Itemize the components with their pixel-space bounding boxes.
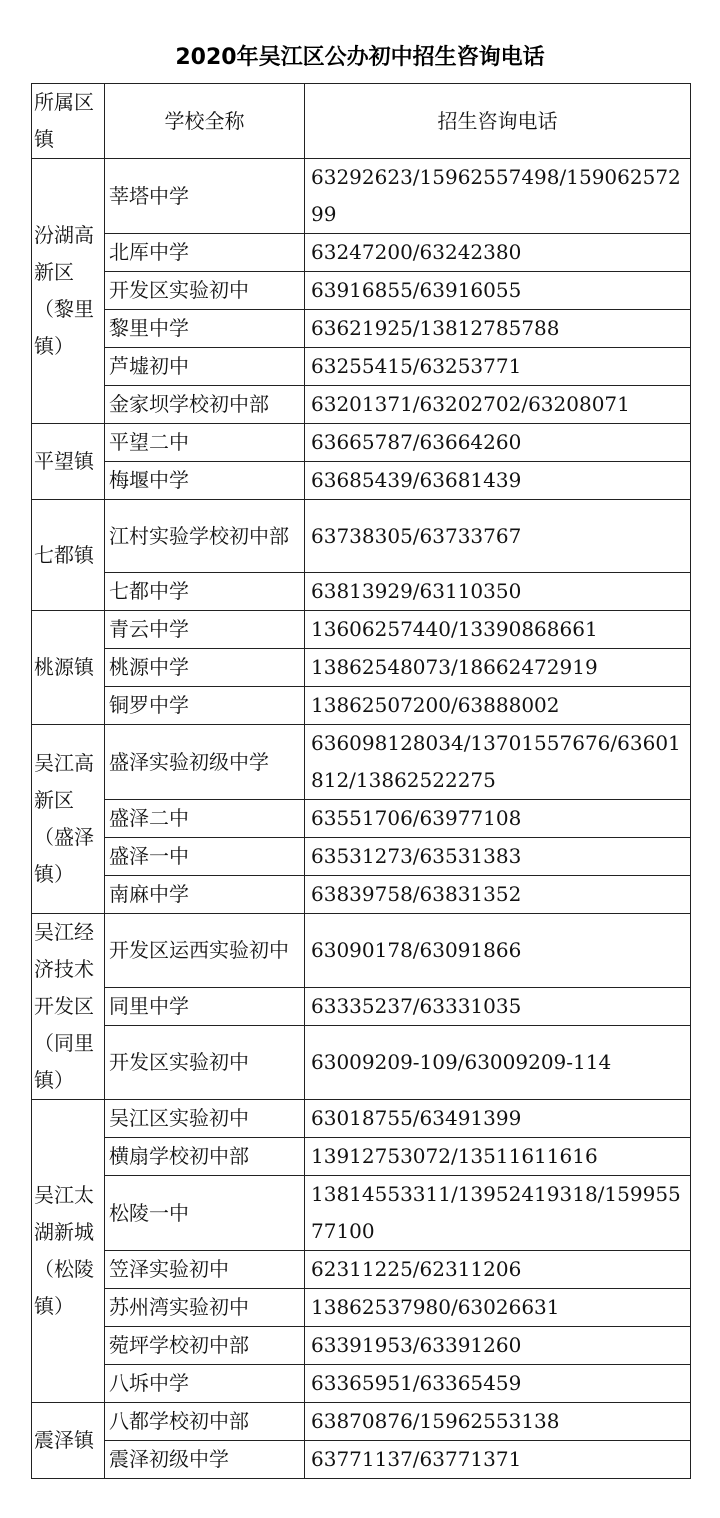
school-name-cell: 盛泽实验初级中学 xyxy=(105,725,305,800)
table-row xyxy=(32,914,691,988)
school-name-cell: 盛泽一中 xyxy=(105,838,305,876)
header-district: 所属区镇 xyxy=(32,84,105,159)
school-name-cell: 开发区实验初中 xyxy=(105,1026,305,1100)
phone-cell: 63292623/15962557498/15906257299 xyxy=(305,159,691,234)
table-row xyxy=(32,573,691,611)
phone-cell: 63870876/15962553138 xyxy=(305,1403,691,1441)
table-row xyxy=(32,386,691,424)
phone-cell: 13862537980/63026631 xyxy=(305,1289,691,1327)
phone-cell: 62311225/62311206 xyxy=(305,1251,691,1289)
district-cell: 桃源镇 xyxy=(32,611,105,725)
table-row xyxy=(32,1441,691,1479)
table-row xyxy=(32,725,691,800)
phone-cell: 63621925/13812785788 xyxy=(305,310,691,348)
phone-cell: 63255415/63253771 xyxy=(305,348,691,386)
school-name-cell: 莘塔中学 xyxy=(105,159,305,234)
district-cell: 震泽镇 xyxy=(32,1403,105,1479)
phone-cell: 63365951/63365459 xyxy=(305,1365,691,1403)
district-cell: 平望镇 xyxy=(32,424,105,500)
table-row xyxy=(32,611,691,649)
phone-cell: 63839758/63831352 xyxy=(305,876,691,914)
school-name-cell: 横扇学校初中部 xyxy=(105,1138,305,1176)
phone-cell: 13862548073/18662472919 xyxy=(305,649,691,687)
school-name-cell: 吴江区实验初中 xyxy=(105,1100,305,1138)
table-row xyxy=(32,838,691,876)
phone-cell: 63531273/63531383 xyxy=(305,838,691,876)
phone-cell: 63813929/63110350 xyxy=(305,573,691,611)
table-row xyxy=(32,1138,691,1176)
table-row xyxy=(32,1176,691,1251)
school-name-cell: 桃源中学 xyxy=(105,649,305,687)
phone-cell: 63090178/63091866 xyxy=(305,914,691,988)
school-name-cell: 金家坝学校初中部 xyxy=(105,386,305,424)
phone-cell: 63551706/63977108 xyxy=(305,800,691,838)
school-name-cell: 菀坪学校初中部 xyxy=(105,1327,305,1365)
district-cell: 汾湖高新区（黎里镇） xyxy=(32,159,105,424)
school-name-cell: 芦墟初中 xyxy=(105,348,305,386)
phone-cell: 63685439/63681439 xyxy=(305,462,691,500)
table-row xyxy=(32,1403,691,1441)
phone-cell: 63916855/63916055 xyxy=(305,272,691,310)
school-name-cell: 震泽初级中学 xyxy=(105,1441,305,1479)
school-name-cell: 黎里中学 xyxy=(105,310,305,348)
phone-cell: 63738305/63733767 xyxy=(305,500,691,573)
table-row xyxy=(32,800,691,838)
table-row xyxy=(32,987,691,1025)
enrollment-phone-table xyxy=(31,83,691,1479)
phone-cell: 63665787/63664260 xyxy=(305,424,691,462)
school-name-cell: 北厍中学 xyxy=(105,234,305,272)
phone-cell: 636098128034/13701557676/63601812/13862522275 xyxy=(305,725,691,800)
phone-cell: 13814553311/13952419318/15995577100 xyxy=(305,1176,691,1251)
phone-cell: 63771137/63771371 xyxy=(305,1441,691,1479)
district-cell: 吴江高新区（盛泽镇） xyxy=(32,725,105,914)
school-name-cell: 同里中学 xyxy=(105,987,305,1025)
phone-cell: 13606257440/13390868661 xyxy=(305,611,691,649)
school-name-cell: 七都中学 xyxy=(105,573,305,611)
school-name-cell: 开发区运西实验初中 xyxy=(105,914,305,988)
school-name-cell: 梅堰中学 xyxy=(105,462,305,500)
table-row xyxy=(32,649,691,687)
school-name-cell: 江村实验学校初中部 xyxy=(105,500,305,573)
table-row xyxy=(32,500,691,573)
school-name-cell: 开发区实验初中 xyxy=(105,272,305,310)
school-name-cell: 笠泽实验初中 xyxy=(105,1251,305,1289)
phone-cell: 63247200/63242380 xyxy=(305,234,691,272)
table-row xyxy=(32,876,691,914)
school-name-cell: 盛泽二中 xyxy=(105,800,305,838)
header-school-name: 学校全称 xyxy=(105,84,305,159)
table-row xyxy=(32,1365,691,1403)
school-name-cell: 苏州湾实验初中 xyxy=(105,1289,305,1327)
table-row xyxy=(32,462,691,500)
school-name-cell: 八都学校初中部 xyxy=(105,1403,305,1441)
phone-cell: 63391953/63391260 xyxy=(305,1327,691,1365)
phone-cell: 63201371/63202702/63208071 xyxy=(305,386,691,424)
header-phone: 招生咨询电话 xyxy=(305,84,691,159)
page-title: 2020年吴江区公办初中招生咨询电话 xyxy=(175,45,545,70)
table-row xyxy=(32,348,691,386)
district-cell: 七都镇 xyxy=(32,500,105,611)
table-row xyxy=(32,272,691,310)
table-row xyxy=(32,424,691,462)
school-name-cell: 南麻中学 xyxy=(105,876,305,914)
school-name-cell: 松陵一中 xyxy=(105,1176,305,1251)
table-row xyxy=(32,1100,691,1138)
phone-cell: 63335237/63331035 xyxy=(305,987,691,1025)
school-name-cell: 平望二中 xyxy=(105,424,305,462)
school-name-cell: 铜罗中学 xyxy=(105,687,305,725)
table-row xyxy=(32,1289,691,1327)
school-name-cell: 八坼中学 xyxy=(105,1365,305,1403)
table-row xyxy=(32,1251,691,1289)
table-row xyxy=(32,687,691,725)
table-row xyxy=(32,310,691,348)
table-row xyxy=(32,1026,691,1100)
phone-cell: 63018755/63491399 xyxy=(305,1100,691,1138)
table-body xyxy=(32,159,691,1479)
phone-cell: 63009209-109/63009209-114 xyxy=(305,1026,691,1100)
phone-cell: 13862507200/63888002 xyxy=(305,687,691,725)
district-cell: 吴江太湖新城（松陵镇） xyxy=(32,1100,105,1403)
table-row xyxy=(32,1327,691,1365)
phone-cell: 13912753072/13511611616 xyxy=(305,1138,691,1176)
table-row xyxy=(32,234,691,272)
header-row xyxy=(32,84,691,159)
table-row xyxy=(32,159,691,234)
school-name-cell: 青云中学 xyxy=(105,611,305,649)
district-cell: 吴江经济技术开发区（同里镇） xyxy=(32,914,105,1100)
